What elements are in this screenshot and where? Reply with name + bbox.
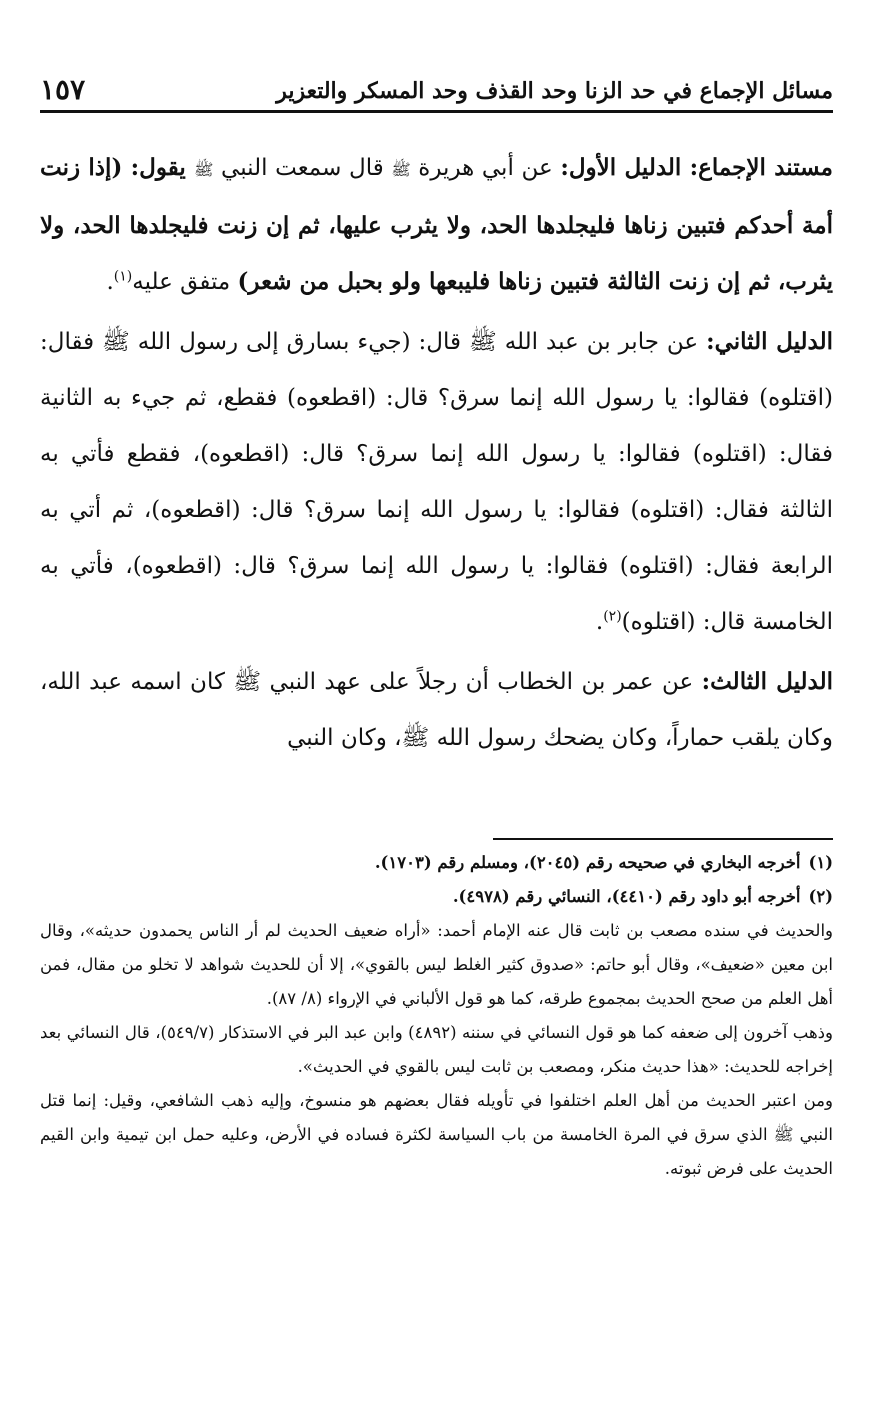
page-header — [40, 66, 833, 113]
footnotes — [40, 846, 833, 1186]
paragraph-evidence-1 — [40, 140, 833, 310]
footnote-1-number: (١) — [808, 853, 833, 872]
footnote-paragraph-3: ومن اعتبر الحديث من أهل العلم اختلفوا في تأويله فقال بعضهم هو منسوخ، وإليه ذهب الشافعي، وقيل: إنما قتل النبي ﷺ الذي سرق في المرة الخامسة من باب السياسة لكثرة فساده في الأرض، وعليه حمل ابن تيمية وابن القيم الحديث على فرض ثبوته. — [40, 1091, 833, 1178]
evidence-3-text: عن عمر بن الخطاب أن رجلاً على عهد النبي ﷺ كان اسمه عبد الله، وكان يلقب حماراً، وكان يضحك رسول الله ﷺ، وكان النبي — [40, 669, 833, 751]
footnote-ref-1[interactable]: (١) — [113, 268, 133, 285]
running-title: مسائل الإجماع في حد الزنا وحد القذف وحد المسكر والتعزير — [276, 78, 833, 104]
evidence-2-text: عن جابر بن عبد الله ﷺ قال: (جيء بسارق إلى رسول الله ﷺ فقال: (اقتلوه) فقالوا: يا رسول الله إنما سرق؟ قال: (اقطعوه) فقطع، ثم جيء به الثانية فقال: (اقتلوه) فقالوا: يا رسول الله إنما سرق؟ قال: (اقطعوه)، فقطع فأتي به الثالثة فقال: (اقتلوه) فقالوا: يا رسول الله إنما سرق؟ قال: (اقطعوه)، ثم أتي به الرابعة فقال: (اقتلوه) فقالوا: يا رسول الله إنما سرق؟ قال: (اقطعوه)، فأتي به الخامسة قال: (اقتلوه) — [40, 329, 833, 635]
main-text — [40, 140, 833, 766]
footnote-ref-2[interactable]: (٢) — [603, 608, 622, 625]
page-number: ١٥٧ — [40, 73, 86, 106]
paragraph-evidence-2 — [40, 314, 833, 650]
evidence-1-ending: متفق عليه — [132, 269, 238, 295]
honorific-2: ﷺ — [194, 160, 214, 179]
evidence-1-hadith: يقول: (إذا زنت أمة أحدكم فتبين زناها فليجلدها الحد، ولا يثرب عليها، ثم إن زنت فليجلدها الحد، ولا يثرب، ثم إن زنت الثالثة فتبين زناها فليبعها ولو بحبل من شعر) — [40, 154, 833, 295]
evidence-1-period: . — [106, 269, 114, 295]
evidence-3-label: الدليل الثالث: — [701, 668, 833, 695]
footnote-2-number: (٢) — [808, 887, 833, 906]
paragraph-evidence-3 — [40, 654, 833, 766]
footnote-2-text: أخرجه أبو داود رقم (٤٤١٠)، النسائي رقم (٤٩٧٨). — [452, 887, 801, 906]
evidence-2-label: الدليل الثاني: — [706, 328, 833, 355]
footnote-divider — [493, 838, 833, 840]
footnote-paragraph-2: وذهب آخرون إلى ضعفه كما هو قول النسائي في سننه (٤٨٩٢) وابن عبد البر في الاستذكار (٥٤٩/٧)، قال النسائي بعد إخراجه للحديث: «هذا حديث منكر، ومصعب بن ثابت ليس بالقوي في الحديث». — [40, 1023, 834, 1076]
footnote-1-text: أخرجه البخاري في صحيحه رقم (٢٠٤٥)، ومسلم رقم (١٧٠٣). — [374, 853, 801, 872]
evidence-1-after-honor: قال سمعت النبي — [213, 155, 392, 181]
footnote-2 — [40, 880, 833, 914]
footnote-paragraph-1: والحديث في سنده مصعب بن ثابت قال عنه الإمام أحمد: «أراه ضعيف الحديث لم أر الناس يحمدون حديثه»، وقال ابن معين «ضعيف»، وقال أبو حاتم: «صدوق كثير الغلط ليس بالقوي»، إلا أن للحديث شواهد لا تخلو من مقال، فمن أهل العلم من صحح الحديث بمجموع طرقه، كما هو قول الألباني في الإرواء (٨/ ٨٧). — [40, 921, 833, 1008]
evidence-1-intro: عن أبي هريرة — [410, 155, 561, 181]
honorific-1: ﷺ — [391, 160, 411, 179]
evidence-1-label: مستند الإجماع: الدليل الأول: — [560, 154, 834, 181]
footnote-1 — [40, 846, 833, 880]
evidence-2-period: . — [595, 609, 604, 635]
